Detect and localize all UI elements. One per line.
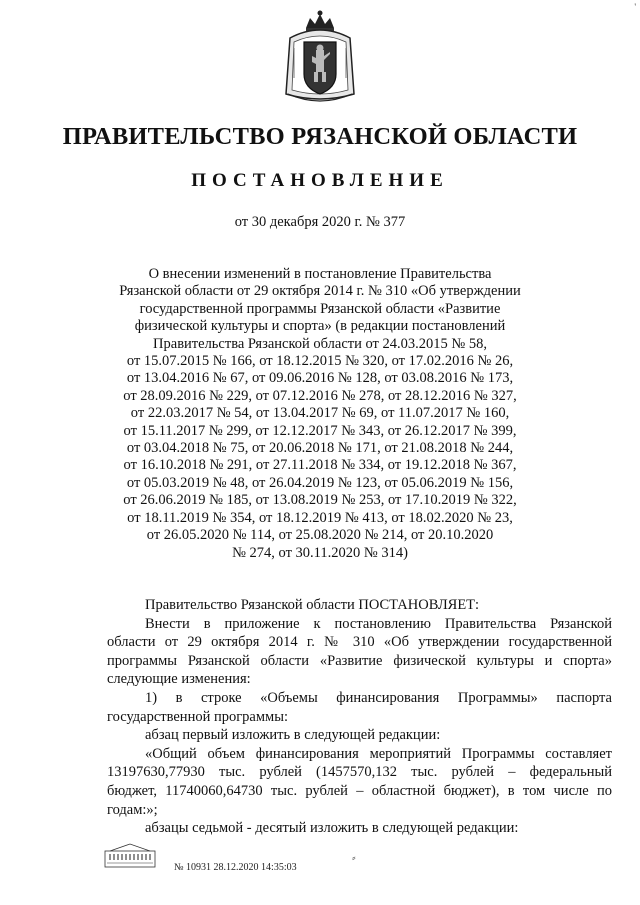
body-paragraph-line: «Общий объем финансирования мероприятий Программы составляет: [145, 745, 612, 762]
document-date-number: от 30 декабря 2020 г. № 377: [234, 214, 406, 230]
subject-line: от 05.03.2019 № 48, от 26.04.2019 № 123, от 05.06.2019 № 156,: [126, 474, 514, 491]
subject-line: от 13.04.2016 № 67, от 09.06.2016 № 128, от 03.08.2016 № 173,: [126, 370, 514, 387]
body-paragraph-line: абзац первый изложить в следующей редакции:: [145, 727, 441, 744]
body-paragraph-line: 1) в строке «Объемы финансирования Программы» паспорта: [145, 689, 612, 706]
document-type: ПОСТАНОВЛЕНИЕ: [191, 170, 449, 191]
subject-line: от 22.03.2017 № 54, от 13.04.2017 № 69, от 11.07.2017 № 160,: [130, 405, 510, 422]
document-body: [107, 596, 612, 838]
subject-line: № 274, от 30.11.2020 № 314): [232, 544, 408, 561]
margin-mark: ⸗: [352, 852, 356, 864]
subject-line: Правительства Рязанской области от 24.03.2015 № 58,: [153, 335, 487, 352]
subject-line: Рязанской области от 29 октября 2014 г. № 310 «Об утверждении: [119, 283, 521, 300]
body-paragraph-line: годам:»;: [107, 801, 158, 818]
body-paragraph-line: области от 29 октября 2014 г. № 310 «Об утверждении государственной: [107, 634, 612, 651]
registry-stamp-logo: [104, 843, 156, 869]
body-paragraph-line: государственной программы:: [107, 708, 288, 725]
subject-line: от 03.04.2018 № 75, от 20.06.2018 № 171, от 21.08.2018 № 244,: [126, 440, 514, 457]
government-title: ПРАВИТЕЛЬСТВО РЯЗАНСКОЙ ОБЛАСТИ: [62, 123, 578, 150]
body-paragraph-line: бюджет, 11740060,64730 тыс. рублей – областной бюджет), в том числе по: [107, 782, 612, 799]
registration-number: № 10931 28.12.2020 14:35:03: [174, 862, 297, 873]
subject-line: от 15.07.2015 № 166, от 18.12.2015 № 320, от 17.02.2016 № 26,: [126, 353, 514, 370]
corner-mark: ': [634, 2, 636, 12]
resolution-statement: Правительство Рязанской области ПОСТАНОВЛЯЕТ:: [145, 597, 480, 613]
document-subject: [90, 266, 550, 562]
body-paragraph-line: абзацы седьмой - десятый изложить в следующей редакции:: [145, 820, 519, 837]
subject-line: О внесении изменений в постановление Правительства: [148, 266, 492, 282]
subject-line: от 18.11.2019 № 354, от 18.12.2019 № 413, от 18.02.2020 № 23,: [127, 509, 513, 526]
subject-line: от 26.05.2020 № 114, от 25.08.2020 № 214, от 20.10.2020: [146, 527, 494, 544]
body-paragraph-line: 13197630,77930 тыс. рублей (1457570,132 тыс. рублей – федеральный: [107, 764, 612, 781]
subject-line: от 16.10.2018 № 291, от 27.11.2018 № 334, от 19.12.2018 № 367,: [123, 457, 517, 474]
coat-of-arms-emblem: [284, 8, 356, 106]
body-paragraph-line: Внести в приложение к постановлению Правительства Рязанской: [145, 615, 612, 632]
body-paragraph-line: следующие изменения:: [107, 671, 251, 688]
subject-line: от 15.11.2017 № 299, от 12.12.2017 № 343, от 26.12.2017 № 399,: [123, 422, 517, 439]
subject-line: государственной программы Рязанской области «Развитие: [139, 300, 501, 317]
subject-line: физической культуры и спорта» (в редакции постановлений: [134, 318, 506, 335]
subject-line: от 26.06.2019 № 185, от 13.08.2019 № 253, от 17.10.2019 № 322,: [123, 492, 517, 509]
subject-line: от 28.09.2016 № 229, от 07.12.2016 № 278, от 28.12.2016 № 327,: [123, 387, 517, 404]
body-paragraph-line: программы Рязанской области «Развитие физической культуры и спорта»: [107, 652, 612, 669]
